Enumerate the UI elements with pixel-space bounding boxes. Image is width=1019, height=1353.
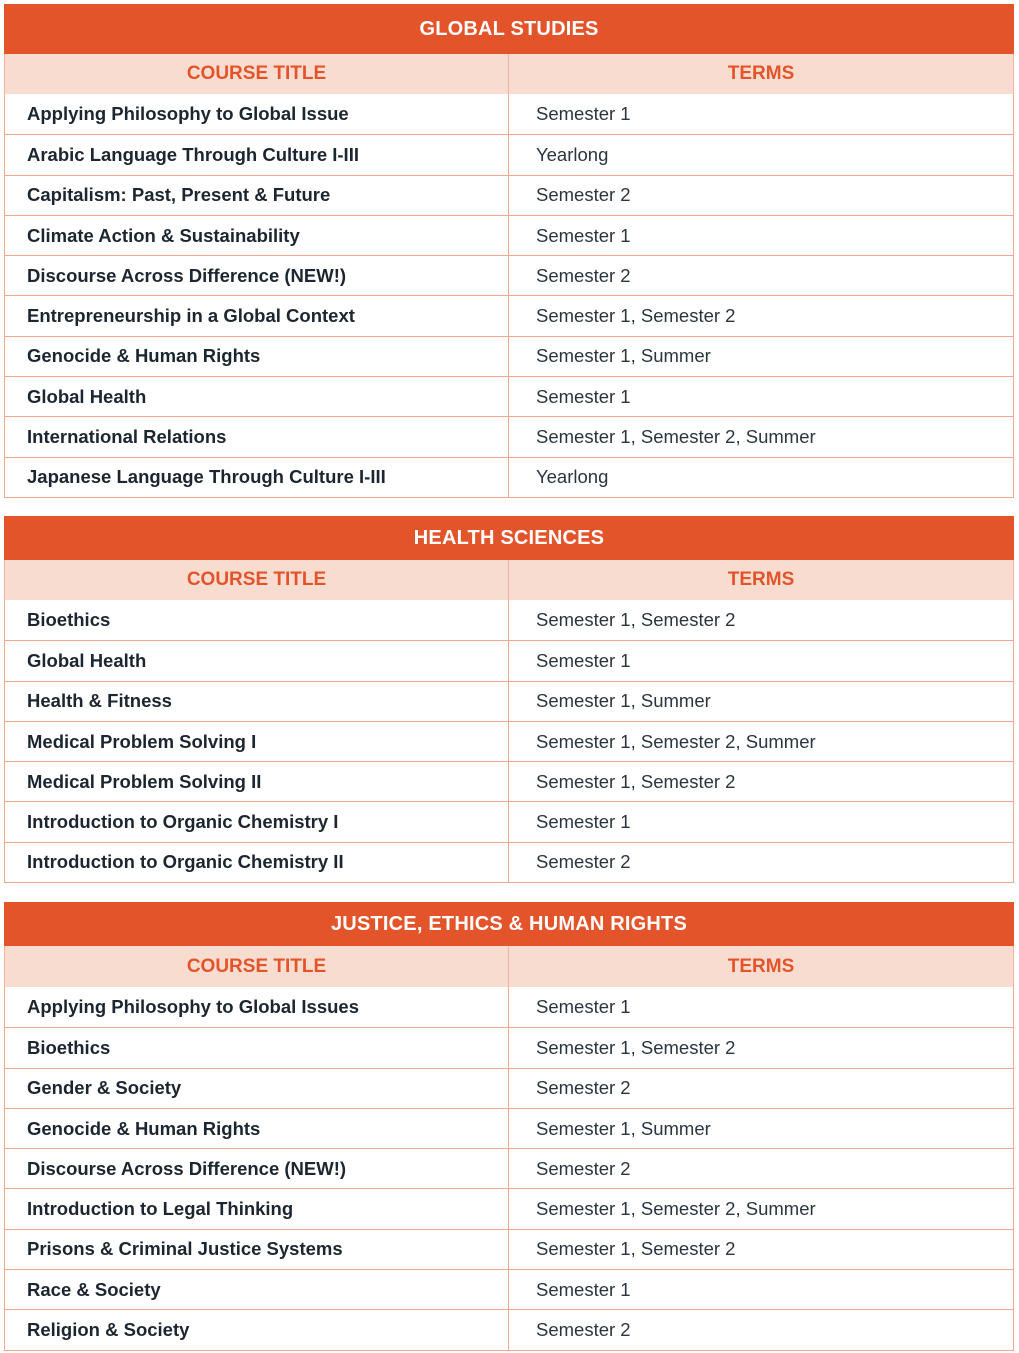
table-body: [4, 600, 1014, 883]
column-terms: TERMS: [727, 955, 795, 977]
table-row: [5, 761, 1013, 801]
terms-cell: Semester 1, Semester 2, Summer: [536, 1198, 816, 1220]
course-title-cell: Applying Philosophy to Global Issues: [5, 987, 509, 1027]
terms-cell: Semester 1: [536, 811, 631, 833]
column-terms: TERMS: [727, 569, 795, 590]
terms-cell: Semester 2: [536, 1077, 631, 1099]
table-row: [5, 1269, 1013, 1309]
course-title-cell: Religion & Society: [5, 1310, 509, 1349]
terms-cell: Semester 1, Semester 2: [536, 1036, 736, 1058]
table-row: [5, 987, 1013, 1027]
table-row: [5, 681, 1013, 721]
terms-cell: Yearlong: [536, 466, 609, 488]
terms-cell: Semester 1, Semester 2: [536, 609, 736, 631]
course-title-cell: Japanese Language Through Culture I-III: [5, 458, 509, 497]
course-title-cell: Race & Society: [5, 1270, 509, 1309]
terms-cell: Semester 1, Semester 2: [536, 770, 736, 792]
terms-cell: Semester 1, Semester 2, Summer: [536, 426, 816, 448]
table-row: [5, 94, 1013, 134]
course-title-cell: Climate Action & Sustainability: [5, 216, 509, 255]
terms-cell: Semester 1: [536, 996, 631, 1018]
table-row: [5, 600, 1013, 640]
terms-cell: Semester 2: [536, 1157, 631, 1179]
table-row: [5, 295, 1013, 335]
course-title-cell: Genocide & Human Rights: [5, 337, 509, 376]
terms-cell: Semester 1, Semester 2: [536, 305, 736, 327]
table-row: [5, 255, 1013, 295]
course-title-cell: Entrepreneurship in a Global Context: [5, 296, 509, 335]
table-row: [5, 1148, 1013, 1188]
terms-cell: Semester 2: [536, 1319, 631, 1341]
course-title-cell: Bioethics: [5, 1028, 509, 1067]
course-title-cell: Gender & Society: [5, 1069, 509, 1108]
table-column-header: [4, 54, 1014, 94]
course-title-cell: Medical Problem Solving II: [5, 762, 509, 801]
course-title-cell: Capitalism: Past, Present & Future: [5, 176, 509, 215]
course-title-cell: Arabic Language Through Culture I-III: [5, 135, 509, 174]
table-column-header: [4, 946, 1014, 987]
course-title-cell: Introduction to Organic Chemistry I: [5, 802, 509, 841]
course-title-cell: Global Health: [5, 641, 509, 680]
terms-cell: Semester 1, Summer: [536, 690, 711, 712]
table-row: [5, 721, 1013, 761]
course-title-cell: Introduction to Organic Chemistry II: [5, 843, 509, 882]
table-row: [5, 457, 1013, 497]
column-course-title: COURSE TITLE: [5, 946, 509, 987]
table-row: [5, 842, 1013, 882]
terms-cell: Semester 1, Semester 2: [536, 1238, 736, 1260]
section-global-studies: [4, 4, 1014, 498]
course-title-cell: Applying Philosophy to Global Issue: [5, 94, 509, 134]
table-column-header: [4, 560, 1014, 600]
course-title-cell: Discourse Across Difference (NEW!): [5, 256, 509, 295]
terms-cell: Semester 1, Semester 2, Summer: [536, 730, 816, 752]
course-title-cell: Bioethics: [5, 600, 509, 640]
table-row: [5, 640, 1013, 680]
course-title-cell: International Relations: [5, 417, 509, 456]
table-row: [5, 1229, 1013, 1269]
terms-cell: Semester 1: [536, 224, 631, 246]
table-row: [5, 1027, 1013, 1067]
section-title: HEALTH SCIENCES: [4, 516, 1014, 560]
section-health-sciences: [4, 516, 1014, 883]
table-row: [5, 1309, 1013, 1349]
table-row: [5, 215, 1013, 255]
terms-cell: Semester 1, Summer: [536, 1117, 711, 1139]
course-title-cell: Medical Problem Solving I: [5, 722, 509, 761]
table-body: [4, 94, 1014, 498]
terms-cell: Semester 1: [536, 103, 631, 125]
column-course-title: COURSE TITLE: [5, 54, 509, 94]
terms-cell: Semester 1, Summer: [536, 345, 711, 367]
course-title-cell: Discourse Across Difference (NEW!): [5, 1149, 509, 1188]
table-row: [5, 1188, 1013, 1228]
table-row: [5, 801, 1013, 841]
table-row: [5, 376, 1013, 416]
course-title-cell: Prisons & Criminal Justice Systems: [5, 1230, 509, 1269]
section-justice-ethics-human-rights: [4, 902, 1014, 1351]
terms-cell: Semester 1: [536, 1278, 631, 1300]
section-title: GLOBAL STUDIES: [4, 4, 1014, 54]
terms-cell: Semester 1: [536, 385, 631, 407]
table-row: [5, 134, 1013, 174]
course-title-cell: Genocide & Human Rights: [5, 1109, 509, 1148]
terms-cell: Semester 2: [536, 184, 631, 206]
terms-cell: Semester 2: [536, 851, 631, 873]
column-course-title: COURSE TITLE: [5, 560, 509, 600]
course-title-cell: Health & Fitness: [5, 682, 509, 721]
terms-cell: Semester 1: [536, 649, 631, 671]
terms-cell: Yearlong: [536, 143, 609, 165]
table-row: [5, 1068, 1013, 1108]
table-row: [5, 336, 1013, 376]
terms-cell: Semester 2: [536, 264, 631, 286]
table-row: [5, 1108, 1013, 1148]
table-row: [5, 175, 1013, 215]
table-body: [4, 987, 1014, 1351]
section-title: JUSTICE, ETHICS & HUMAN RIGHTS: [4, 902, 1014, 946]
course-title-cell: Global Health: [5, 377, 509, 416]
course-title-cell: Introduction to Legal Thinking: [5, 1189, 509, 1228]
column-terms: TERMS: [727, 63, 795, 84]
table-row: [5, 416, 1013, 456]
